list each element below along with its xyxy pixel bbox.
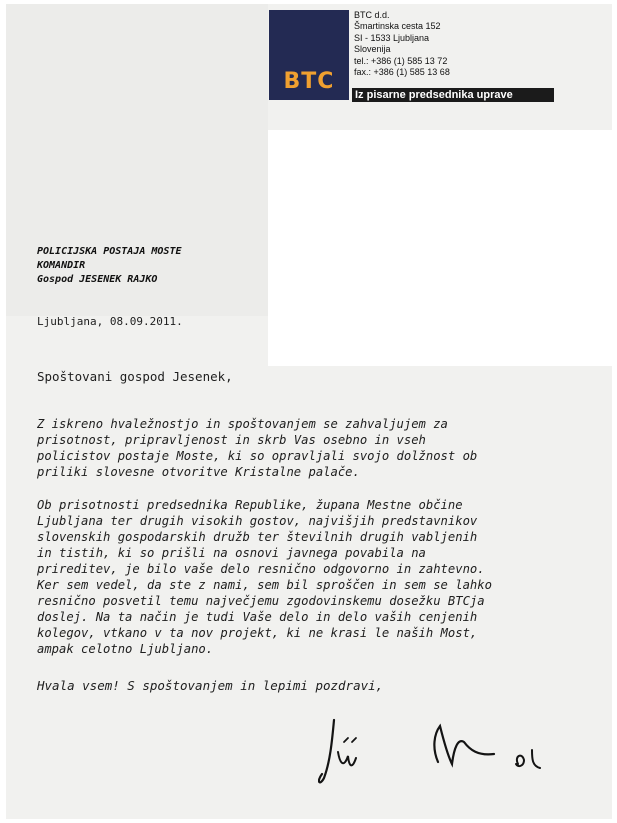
paper-blank-area bbox=[268, 130, 617, 366]
company-address bbox=[354, 10, 450, 78]
company-fax: fax.: +386 (1) 585 13 68 bbox=[354, 67, 450, 78]
btc-logo bbox=[269, 10, 349, 100]
company-name: BTC d.d. bbox=[354, 10, 390, 20]
body-paragraph-1: Z iskreno hvaležnostjo in spoštovanjem se zahvaljujem za prisotnost, pripravljenost in skrb Vas osebno in vseh policistov postaje Moste, ki so opravljali svojo dolžnost ob priliki slovesne otvoritve Kristalne palače. bbox=[37, 417, 478, 479]
closing-line: Hvala vsem! S spoštovanjem in lepimi pozdravi, bbox=[37, 678, 384, 693]
company-country: Slovenija bbox=[354, 44, 391, 55]
recipient-block bbox=[37, 245, 182, 287]
office-label: Iz pisarne predsednika uprave bbox=[352, 88, 554, 102]
company-phone: tel.: +386 (1) 585 13 72 bbox=[354, 55, 448, 66]
recipient-line-1: POLICIJSKA POSTAJA MOSTE bbox=[37, 246, 182, 257]
salutation: Spoštovani gospod Jesenek, bbox=[37, 369, 233, 384]
company-city: SI - 1533 Ljubljana bbox=[354, 32, 430, 43]
recipient-line-2: KOMANDIR bbox=[37, 260, 86, 271]
handwritten-signature bbox=[318, 712, 558, 792]
logo-text: BTC bbox=[283, 69, 335, 94]
recipient-line-3: Gospod JESENEK RAJKO bbox=[37, 274, 158, 285]
company-street: Šmartinska cesta 152 bbox=[354, 21, 441, 32]
letter-date: Ljubljana, 08.09.2011. bbox=[37, 315, 183, 328]
body-paragraph-2: Ob prisotnosti predsednika Republike, župana Mestne občine Ljubljana ter drugih visokih gostov, najvišjih predstavnikov slovenskih gospodarskih družb ter številnih drugih vabljenih in tistih, ki so prišli na osnovi javnega povabila na prireditev, je bilo vaše delo resnično odgovorno in zahtevno. Ker sem vedel, da ste z nami, sem bil sproščen in sem se lahko resnično posvetil temu največjemu zgodovinskemu dosežku BTCja doslej. Na ta način je tudi Vaše delo in delo vaših cenjenih kolegov, vtkano v ta nov projekt, ki ne krasi le naših Most, ampak celotno Ljubljano. bbox=[37, 498, 492, 656]
